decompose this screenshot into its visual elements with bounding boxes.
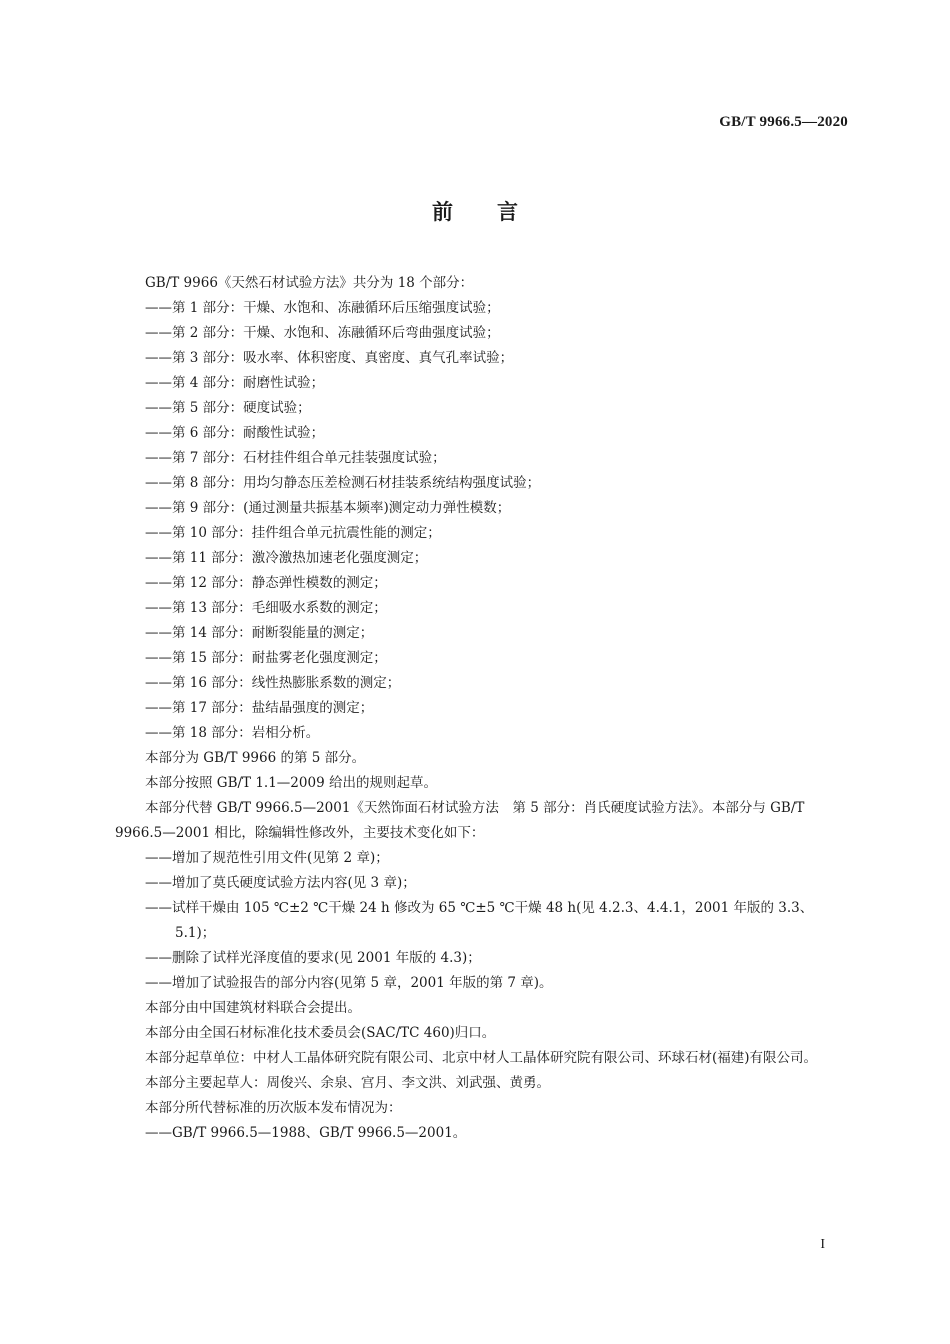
list-item: ——第 17 部分：盐结晶强度的测定； xyxy=(145,700,374,716)
changes-list xyxy=(115,846,850,996)
list-item: ——第 5 部分：硬度试验； xyxy=(145,400,311,416)
list-item: ——第 18 部分：岩相分析。 xyxy=(145,725,320,741)
parts-list xyxy=(115,296,850,746)
foreword-body xyxy=(115,271,850,1146)
drafting-units-paragraph: 本部分起草单位：中材人工晶体研究院有限公司、北京中材人工晶体研究院有限公司、环球石材(福建)有限公司。 xyxy=(145,1050,818,1066)
intro-paragraph: GB/T 9966《天然石材试验方法》共分为 18 个部分： xyxy=(145,275,474,291)
list-item: ——第 12 部分：静态弹性模数的测定； xyxy=(145,575,387,591)
page-title: 前言 xyxy=(432,200,562,224)
list-item: ——第 16 部分：线性热膨胀系数的测定； xyxy=(145,675,401,691)
list-item: ——增加了规范性引用文件(见第 2 章)； xyxy=(145,850,389,866)
list-item: ——第 7 部分：石材挂件组合单元挂装强度试验； xyxy=(145,450,446,466)
list-item: ——删除了试样光泽度值的要求(见 2001 年版的 4.3)； xyxy=(145,950,481,966)
list-item: ——第 11 部分：激冷激热加速老化强度测定； xyxy=(145,550,428,566)
history-intro-paragraph: 本部分所代替标准的历次版本发布情况为： xyxy=(145,1100,402,1116)
list-item: ——第 1 部分：干燥、水饱和、冻融循环后压缩强度试验； xyxy=(145,300,500,316)
list-item: ——GB/T 9966.5—1988、GB/T 9966.5—2001。 xyxy=(145,1125,467,1141)
part-of-paragraph: 本部分为 GB/T 9966 的第 5 部分。 xyxy=(145,750,366,766)
drafters-paragraph: 本部分主要起草人：周俊兴、余泉、宫月、李文洪、刘武强、黄勇。 xyxy=(145,1075,550,1091)
replaces-paragraph: 本部分代替 GB/T 9966.5—2001《天然饰面石材试验方法 第 5 部分：肖氏硬度试验方法》。本部分与 GB/T 9966.5—2001 相比，除编辑性修改外，主要技术变化如下： xyxy=(115,800,805,841)
list-item: ——第 14 部分：耐断裂能量的测定； xyxy=(145,625,374,641)
list-item: ——第 3 部分：吸水率、体积密度、真密度、真气孔率试验； xyxy=(145,350,514,366)
list-item: ——第 9 部分：(通过测量共振基本频率)测定动力弹性模数； xyxy=(145,500,511,516)
list-item: ——第 2 部分：干燥、水饱和、冻融循环后弯曲强度试验； xyxy=(145,325,500,341)
page-number: I xyxy=(820,1237,825,1252)
list-item: ——第 6 部分：耐酸性试验； xyxy=(145,425,325,441)
list-item: ——第 10 部分：挂件组合单元抗震性能的测定； xyxy=(145,525,441,541)
proposed-by-paragraph: 本部分由中国建筑材料联合会提出。 xyxy=(145,1000,361,1016)
centralized-by-paragraph: 本部分由全国石材标准化技术委员会(SAC/TC 460)归口。 xyxy=(145,1025,496,1041)
list-item: ——第 15 部分：耐盐雾老化强度测定； xyxy=(145,650,387,666)
list-item: ——增加了试验报告的部分内容(见第 5 章，2001 年版的第 7 章)。 xyxy=(145,975,553,991)
list-item: ——第 8 部分：用均匀静态压差检测石材挂装系统结构强度试验； xyxy=(145,475,541,491)
standard-number: GB/T 9966.5—2020 xyxy=(719,114,848,130)
list-item: ——增加了莫氏硬度试验方法内容(见 3 章)； xyxy=(145,875,416,891)
drafting-rules-paragraph: 本部分按照 GB/T 1.1—2009 给出的规则起草。 xyxy=(145,775,437,791)
list-item: ——试样干燥由 105 ℃±2 ℃干燥 24 h 修改为 65 ℃±5 ℃干燥 48 h(见 4.2.3、4.4.1，2001 年版的 3.3、5.1)； xyxy=(145,900,814,941)
list-item: ——第 13 部分：毛细吸水系数的测定； xyxy=(145,600,387,616)
list-item: ——第 4 部分：耐磨性试验； xyxy=(145,375,325,391)
